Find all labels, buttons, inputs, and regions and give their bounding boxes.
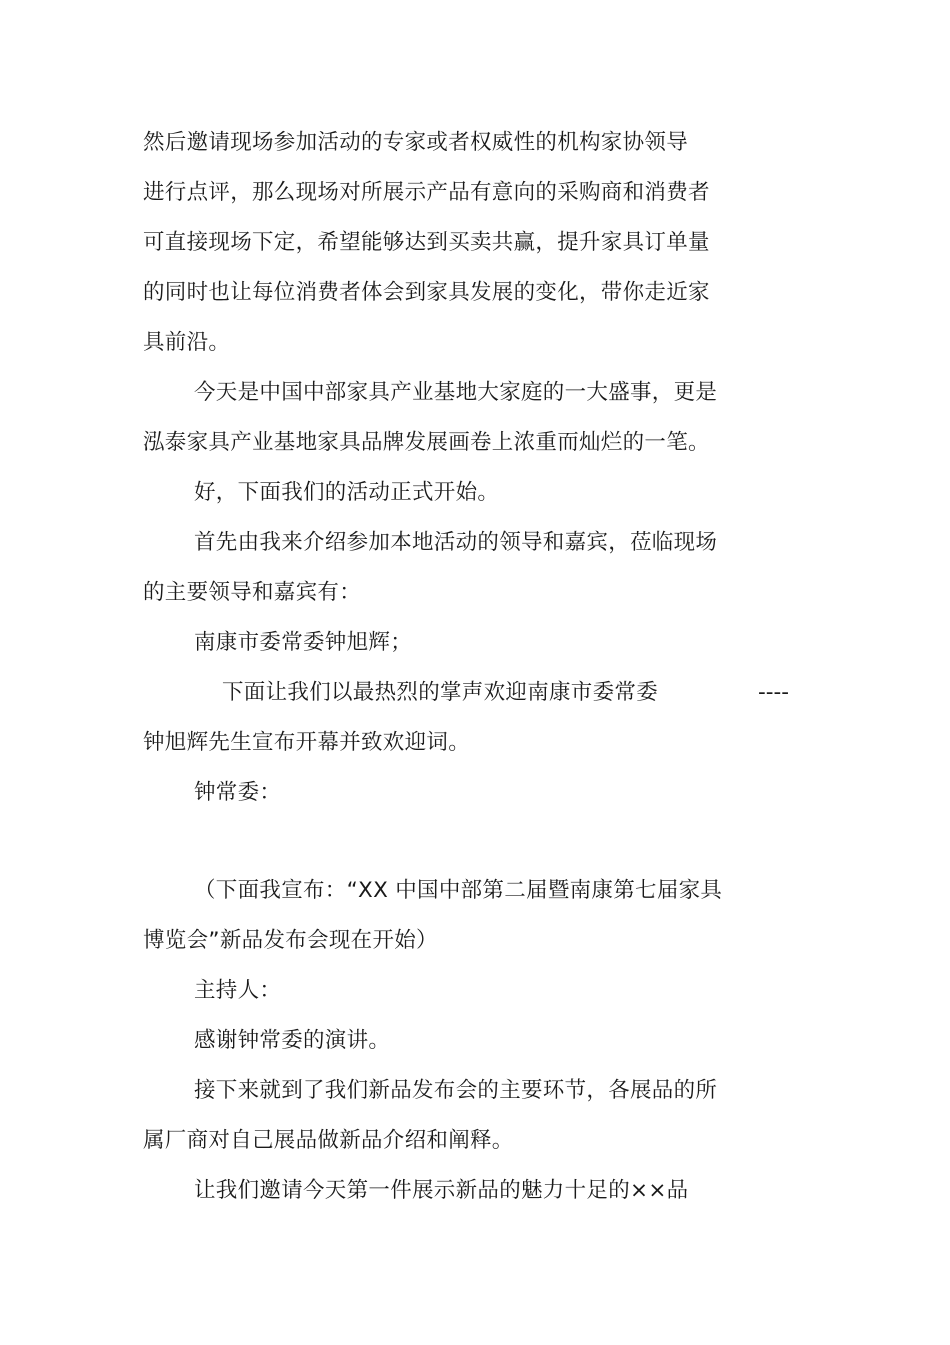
text-line: 钟常委： [194,780,282,805]
text-line: 属厂商对自己展品做新品介绍和阐释。 [143,1128,514,1153]
text-line: 南康市委常委钟旭辉； [194,630,413,655]
text-line: 钟旭辉先生宣布开幕并致欢迎词。 [143,730,471,755]
text-line: 好，下面我们的活动正式开始。 [194,480,500,505]
text-line: 今天是中国中部家具产业基地大家庭的一大盛事，更是 [194,380,718,405]
text-line: 主持人： [194,978,282,1003]
text-line: 让我们邀请今天第一件展示新品的魅力十足的××品 [194,1178,689,1203]
text-line: 具前沿。 [143,330,231,355]
dash-separator: ---- [758,680,790,705]
text-line: 首先由我来介绍参加本地活动的领导和嘉宾，莅临现场 [194,530,718,555]
text-line: 的主要领导和嘉宾有： [143,580,362,605]
text-line: 下面让我们以最热烈的掌声欢迎南康市委常委 [222,680,659,705]
text-line: 接下来就到了我们新品发布会的主要环节，各展品的所 [194,1078,718,1103]
text-line: 博览会”新品发布会现在开始） [143,928,438,953]
text-line: 感谢钟常委的演讲。 [194,1028,391,1053]
text-line: 进行点评，那么现场对所展示产品有意向的采购商和消费者 [143,180,710,205]
text-line: （下面我宣布：“XX 中国中部第二届暨南康第七届家具 [194,878,723,903]
text-line: 可直接现场下定，希望能够达到买卖共赢，提升家具订单量 [143,230,710,255]
text-line: 的同时也让每位消费者体会到家具发展的变化，带你走近家 [143,280,710,305]
text-line: 然后邀请现场参加活动的专家或者权威性的机构家协领导 [143,130,689,155]
text-line: 泓泰家具产业基地家具品牌发展画卷上浓重而灿烂的一笔。 [143,430,710,455]
